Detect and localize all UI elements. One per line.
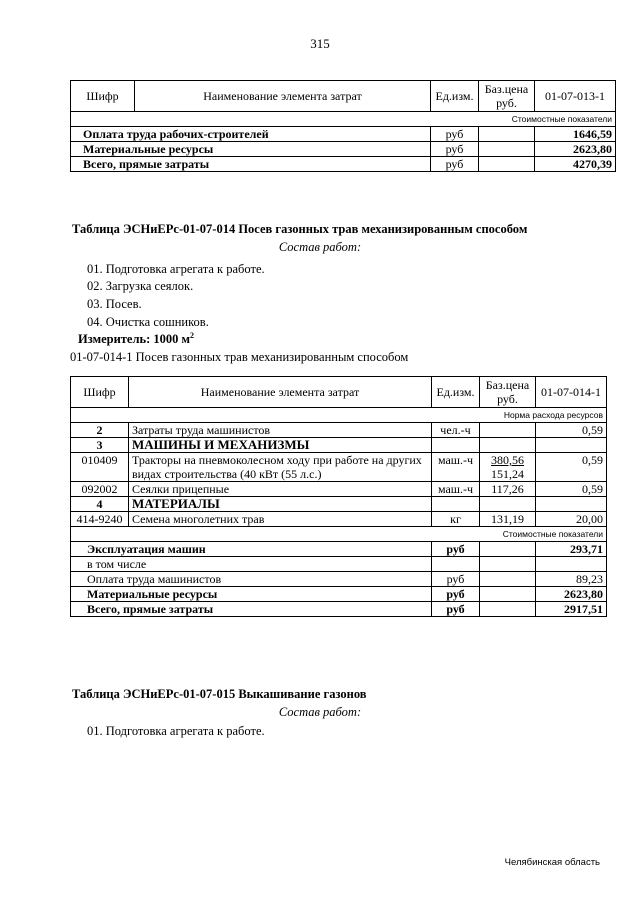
header-unit: Ед.изм.: [431, 81, 479, 112]
row-unit: руб: [432, 602, 480, 617]
row-code: 3: [71, 438, 129, 453]
row-code: 092002: [71, 482, 129, 497]
row-value: [536, 557, 607, 572]
section-title-014: Таблица ЭСНиЕРс-01-07-014 Посев газонных трав механизированным способом: [72, 222, 528, 236]
table-row: [71, 557, 607, 572]
table-header-row: [71, 81, 616, 112]
row-price: [480, 453, 536, 482]
row-name: МАТЕРИАЛЫ: [129, 497, 432, 512]
row-value: 0,59: [536, 482, 607, 497]
composition-label: Состав работ:: [278, 240, 362, 254]
table-row: [71, 587, 607, 602]
footer-region: Челябинская область: [504, 857, 600, 868]
row-unit: руб: [431, 127, 479, 142]
row-unit: [432, 438, 480, 453]
row-name: Материальные ресурсы: [71, 142, 431, 157]
row-name: МАШИНЫ И МЕХАНИЗМЫ: [129, 438, 432, 453]
row-value: 4270,39: [535, 157, 616, 172]
cost-table-01-07-013: [70, 80, 616, 172]
row-price: [480, 557, 536, 572]
row-code: 2: [71, 423, 129, 438]
row-unit: кг: [432, 512, 480, 527]
table-row: [71, 512, 607, 527]
table-row: [71, 602, 607, 617]
row-unit: маш.-ч: [432, 482, 480, 497]
row-code: 010409: [71, 453, 129, 482]
row-unit: руб: [432, 572, 480, 587]
row-value: 0,59: [536, 423, 607, 438]
header-name: Наименование элемента затрат: [135, 81, 431, 112]
row-unit: руб: [431, 157, 479, 172]
table-header-row: [71, 377, 607, 408]
row-unit: [432, 557, 480, 572]
header-code: Шифр: [71, 377, 129, 408]
table-row: [71, 453, 607, 482]
subheader-row: [71, 112, 616, 127]
work-step: 02. Загрузка сеялок.: [87, 279, 194, 293]
work-step: 04. Очистка сошников.: [87, 315, 209, 329]
header-base-price: Баз.цена руб.: [480, 377, 536, 408]
subheader-norm: Норма расхода ресурсов: [71, 408, 607, 423]
row-price: [480, 542, 536, 557]
work-step: 01. Подготовка агрегата к работе.: [87, 724, 265, 738]
row-price: 117,26: [480, 482, 536, 497]
subheader-cost: Стоимостные показатели: [71, 112, 616, 127]
header-column-code: 01-07-013-1: [535, 81, 616, 112]
section-title-015: Таблица ЭСНиЕРс-01-07-015 Выкашивание газонов: [72, 687, 367, 701]
table-row: [71, 438, 607, 453]
row-name: Эксплуатация машин: [71, 542, 432, 557]
row-price: [480, 572, 536, 587]
row-unit: [432, 497, 480, 512]
header-base-price: Баз.цена руб.: [479, 81, 535, 112]
row-price: [480, 423, 536, 438]
row-name: Материальные ресурсы: [71, 587, 432, 602]
row-price: [480, 587, 536, 602]
row-name: Оплата труда машинистов: [71, 572, 432, 587]
composition-label: Состав работ:: [278, 705, 362, 719]
table-row: [71, 423, 607, 438]
table-row: [71, 157, 616, 172]
price-bottom: 151,24: [491, 467, 524, 481]
row-value: 293,71: [536, 542, 607, 557]
row-price: [480, 497, 536, 512]
row-value: 20,00: [536, 512, 607, 527]
table-row: [71, 482, 607, 497]
header-name: Наименование элемента затрат: [129, 377, 432, 408]
row-name: Затраты труда машинистов: [129, 423, 432, 438]
row-name: Всего, прямые затраты: [71, 157, 431, 172]
row-value: 2917,51: [536, 602, 607, 617]
row-unit: чел.-ч: [432, 423, 480, 438]
table-row: [71, 497, 607, 512]
row-value: 2623,80: [535, 142, 616, 157]
row-name: Сеялки прицепные: [129, 482, 432, 497]
subheader-row: [71, 408, 607, 423]
row-value: [536, 497, 607, 512]
row-unit: руб: [432, 542, 480, 557]
row-price: [479, 142, 535, 157]
work-step: 01. Подготовка агрегата к работе.: [87, 262, 265, 276]
row-value: 1646,59: [535, 127, 616, 142]
row-name: Оплата труда рабочих-строителей: [71, 127, 431, 142]
row-price: 131,19: [480, 512, 536, 527]
item-line: 01-07-014-1 Посев газонных трав механизированным способом: [70, 350, 409, 364]
row-unit: руб: [432, 587, 480, 602]
row-unit: маш.-ч: [432, 453, 480, 482]
subheader-row: [71, 527, 607, 542]
row-price: [480, 438, 536, 453]
row-name: в том числе: [71, 557, 432, 572]
row-code: 414-9240: [71, 512, 129, 527]
row-value: [536, 438, 607, 453]
row-price: [479, 157, 535, 172]
measure-unit: Измеритель: 1000 $м^2$: [78, 331, 195, 347]
header-unit: Ед.изм.: [432, 377, 480, 408]
row-name: Тракторы на пневмоколесном ходу при работе на других видах строительства (40 кВт (55 л.с.): [129, 453, 432, 482]
table-row: [71, 572, 607, 587]
row-code: 4: [71, 497, 129, 512]
row-name: Всего, прямые затраты: [71, 602, 432, 617]
page-number: 315: [310, 36, 330, 51]
price-top: 380,56: [491, 453, 524, 467]
table-row: [71, 127, 616, 142]
row-value: 2623,80: [536, 587, 607, 602]
row-name: Семена многолетних трав: [129, 512, 432, 527]
work-step: 03. Посев.: [87, 297, 142, 311]
table-row: [71, 142, 616, 157]
header-code: Шифр: [71, 81, 135, 112]
row-value: 89,23: [536, 572, 607, 587]
row-price: [479, 127, 535, 142]
table-row: [71, 542, 607, 557]
row-price: [480, 602, 536, 617]
row-unit: руб: [431, 142, 479, 157]
header-column-code: 01-07-014-1: [536, 377, 607, 408]
cost-table-01-07-014: [70, 376, 607, 617]
subheader-cost: Стоимостные показатели: [71, 527, 607, 542]
row-value: 0,59: [536, 453, 607, 482]
